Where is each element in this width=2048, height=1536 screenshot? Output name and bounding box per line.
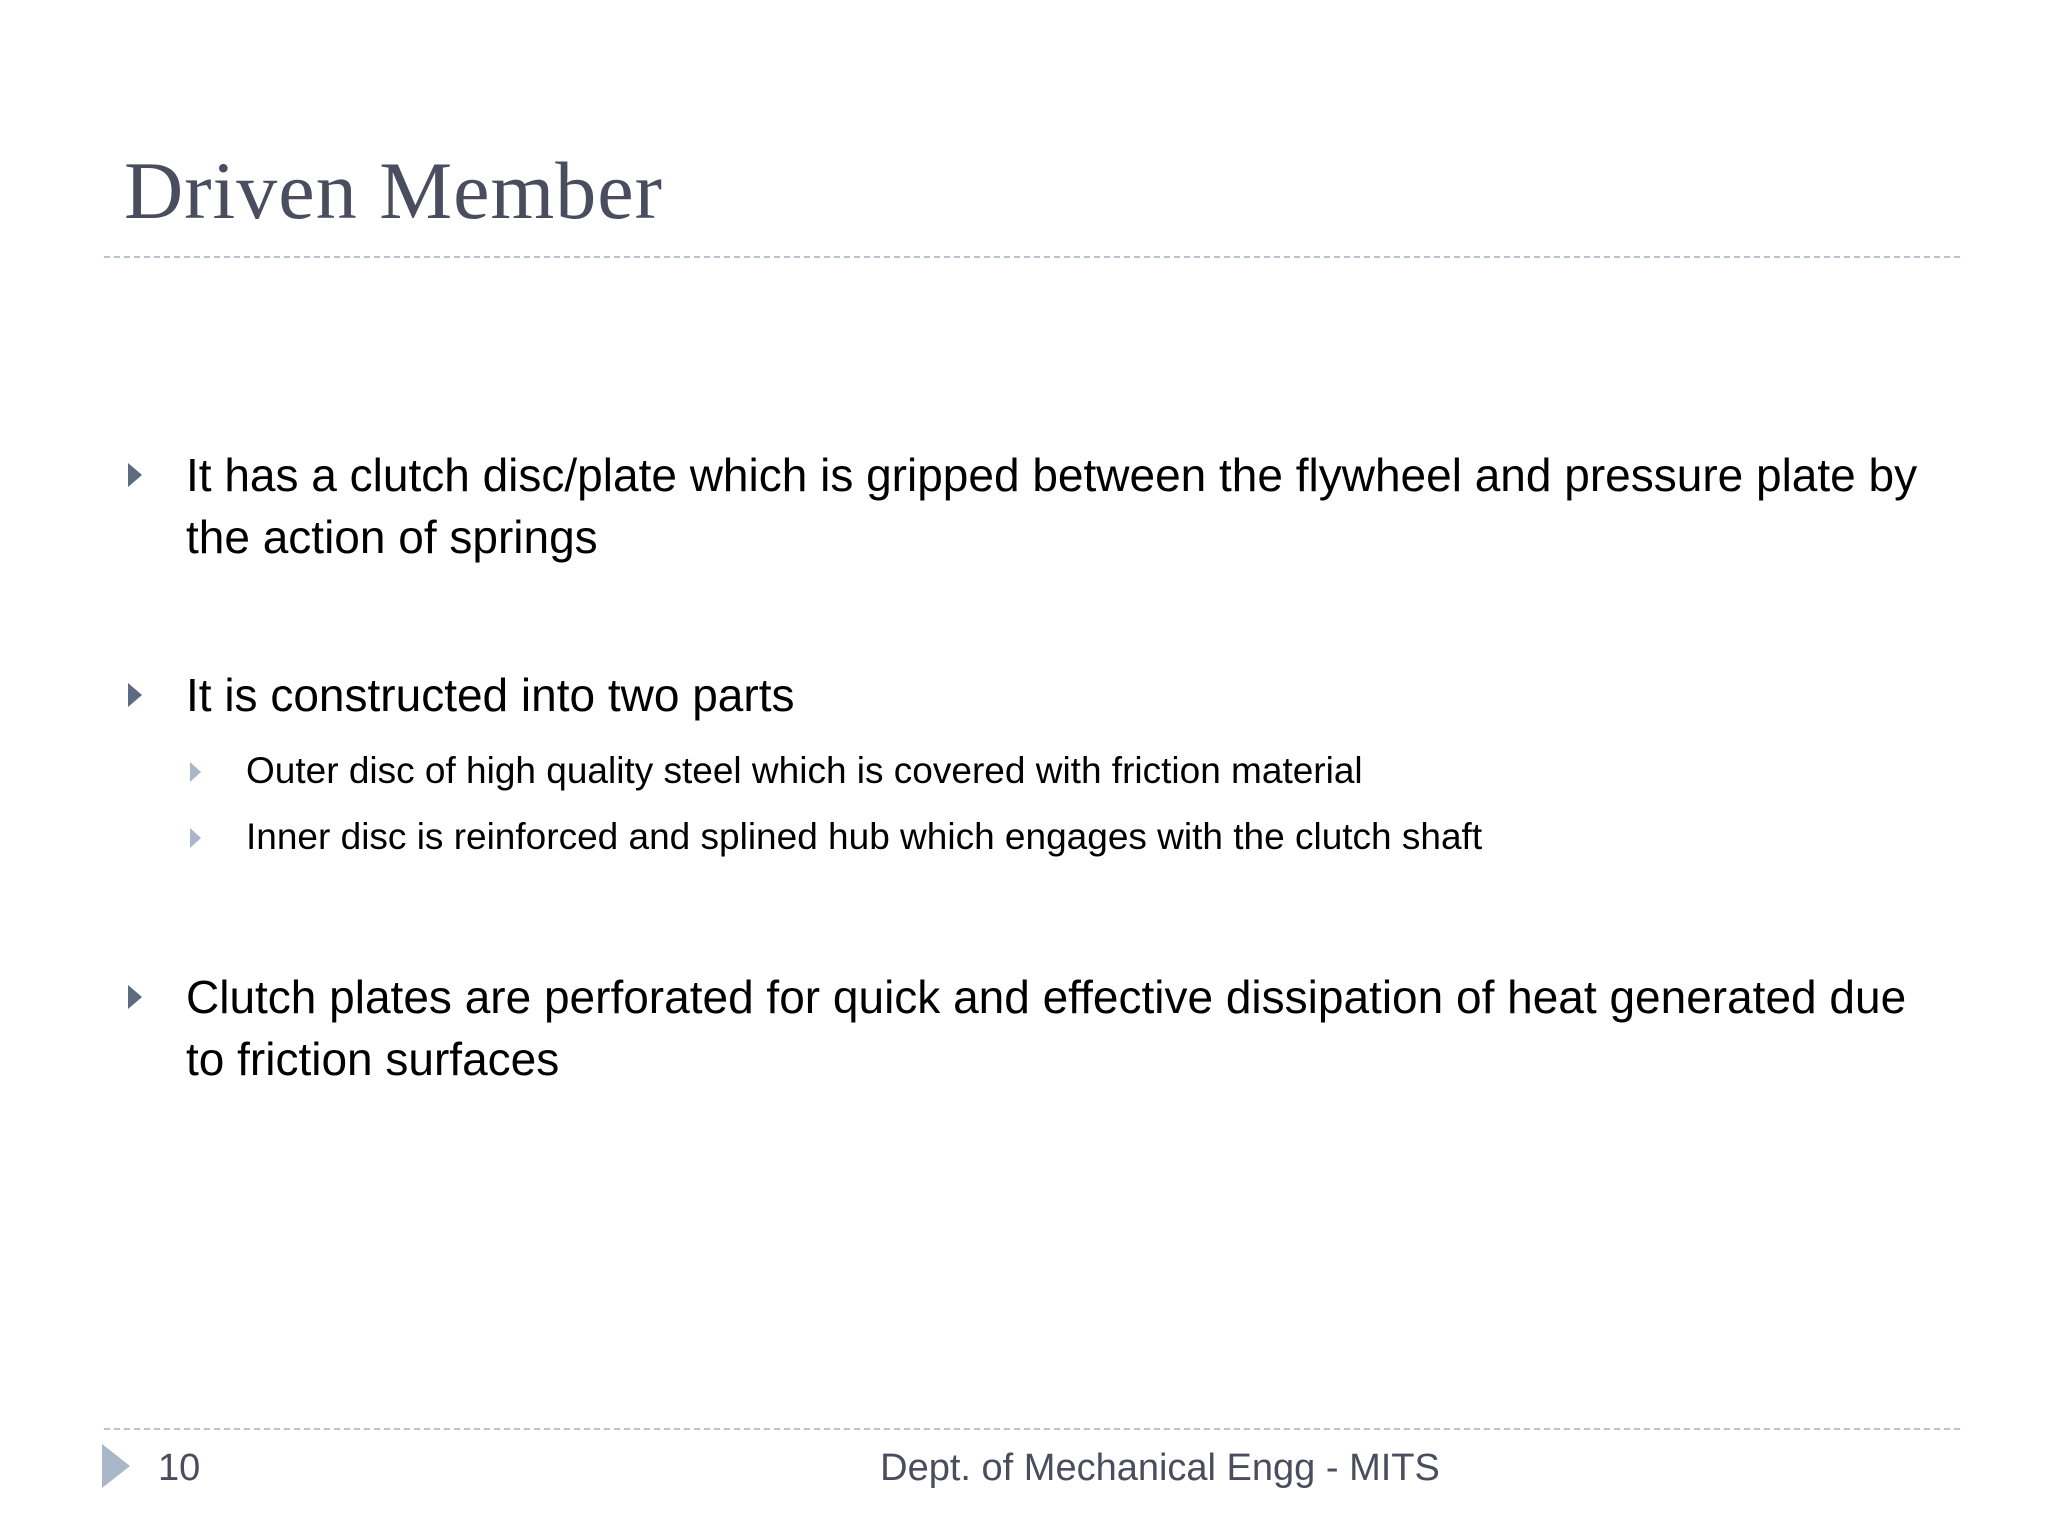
footer-triangle-icon bbox=[102, 1444, 130, 1488]
page-number: 10 bbox=[158, 1447, 201, 1489]
footer-text: Dept. of Mechanical Engg - MITS bbox=[880, 1447, 1440, 1489]
bullet-text: It has a clutch disc/plate which is gripped between the flywheel and pressure plate by the action of springs bbox=[186, 449, 1918, 563]
sub-bullet-list bbox=[186, 738, 1924, 870]
footer-divider bbox=[104, 1428, 1960, 1430]
bullet-arrow-icon bbox=[128, 985, 142, 1009]
bullet-arrow-icon bbox=[128, 463, 142, 487]
bullet-text: Clutch plates are perforated for quick and effective dissipation of heat generated due to friction surfaces bbox=[186, 971, 1907, 1085]
slide-title: Driven Member bbox=[124, 145, 663, 236]
bullet-item bbox=[124, 966, 1924, 1090]
bullet-text: It is constructed into two parts bbox=[186, 669, 795, 721]
bullet-item bbox=[124, 444, 1924, 568]
title-divider bbox=[104, 256, 1960, 258]
sub-bullet-text: Outer disc of high quality steel which is covered with friction material bbox=[246, 750, 1363, 791]
sub-bullet-item bbox=[186, 804, 1924, 870]
sub-bullet-text: Inner disc is reinforced and splined hub which engages with the clutch shaft bbox=[246, 816, 1483, 857]
bullet-arrow-icon bbox=[128, 683, 142, 707]
sub-bullet-item bbox=[186, 738, 1924, 804]
bullet-item bbox=[124, 664, 1924, 870]
bullet-list bbox=[124, 444, 1924, 1090]
sub-bullet-arrow-icon bbox=[190, 828, 201, 848]
sub-bullet-arrow-icon bbox=[190, 762, 201, 782]
